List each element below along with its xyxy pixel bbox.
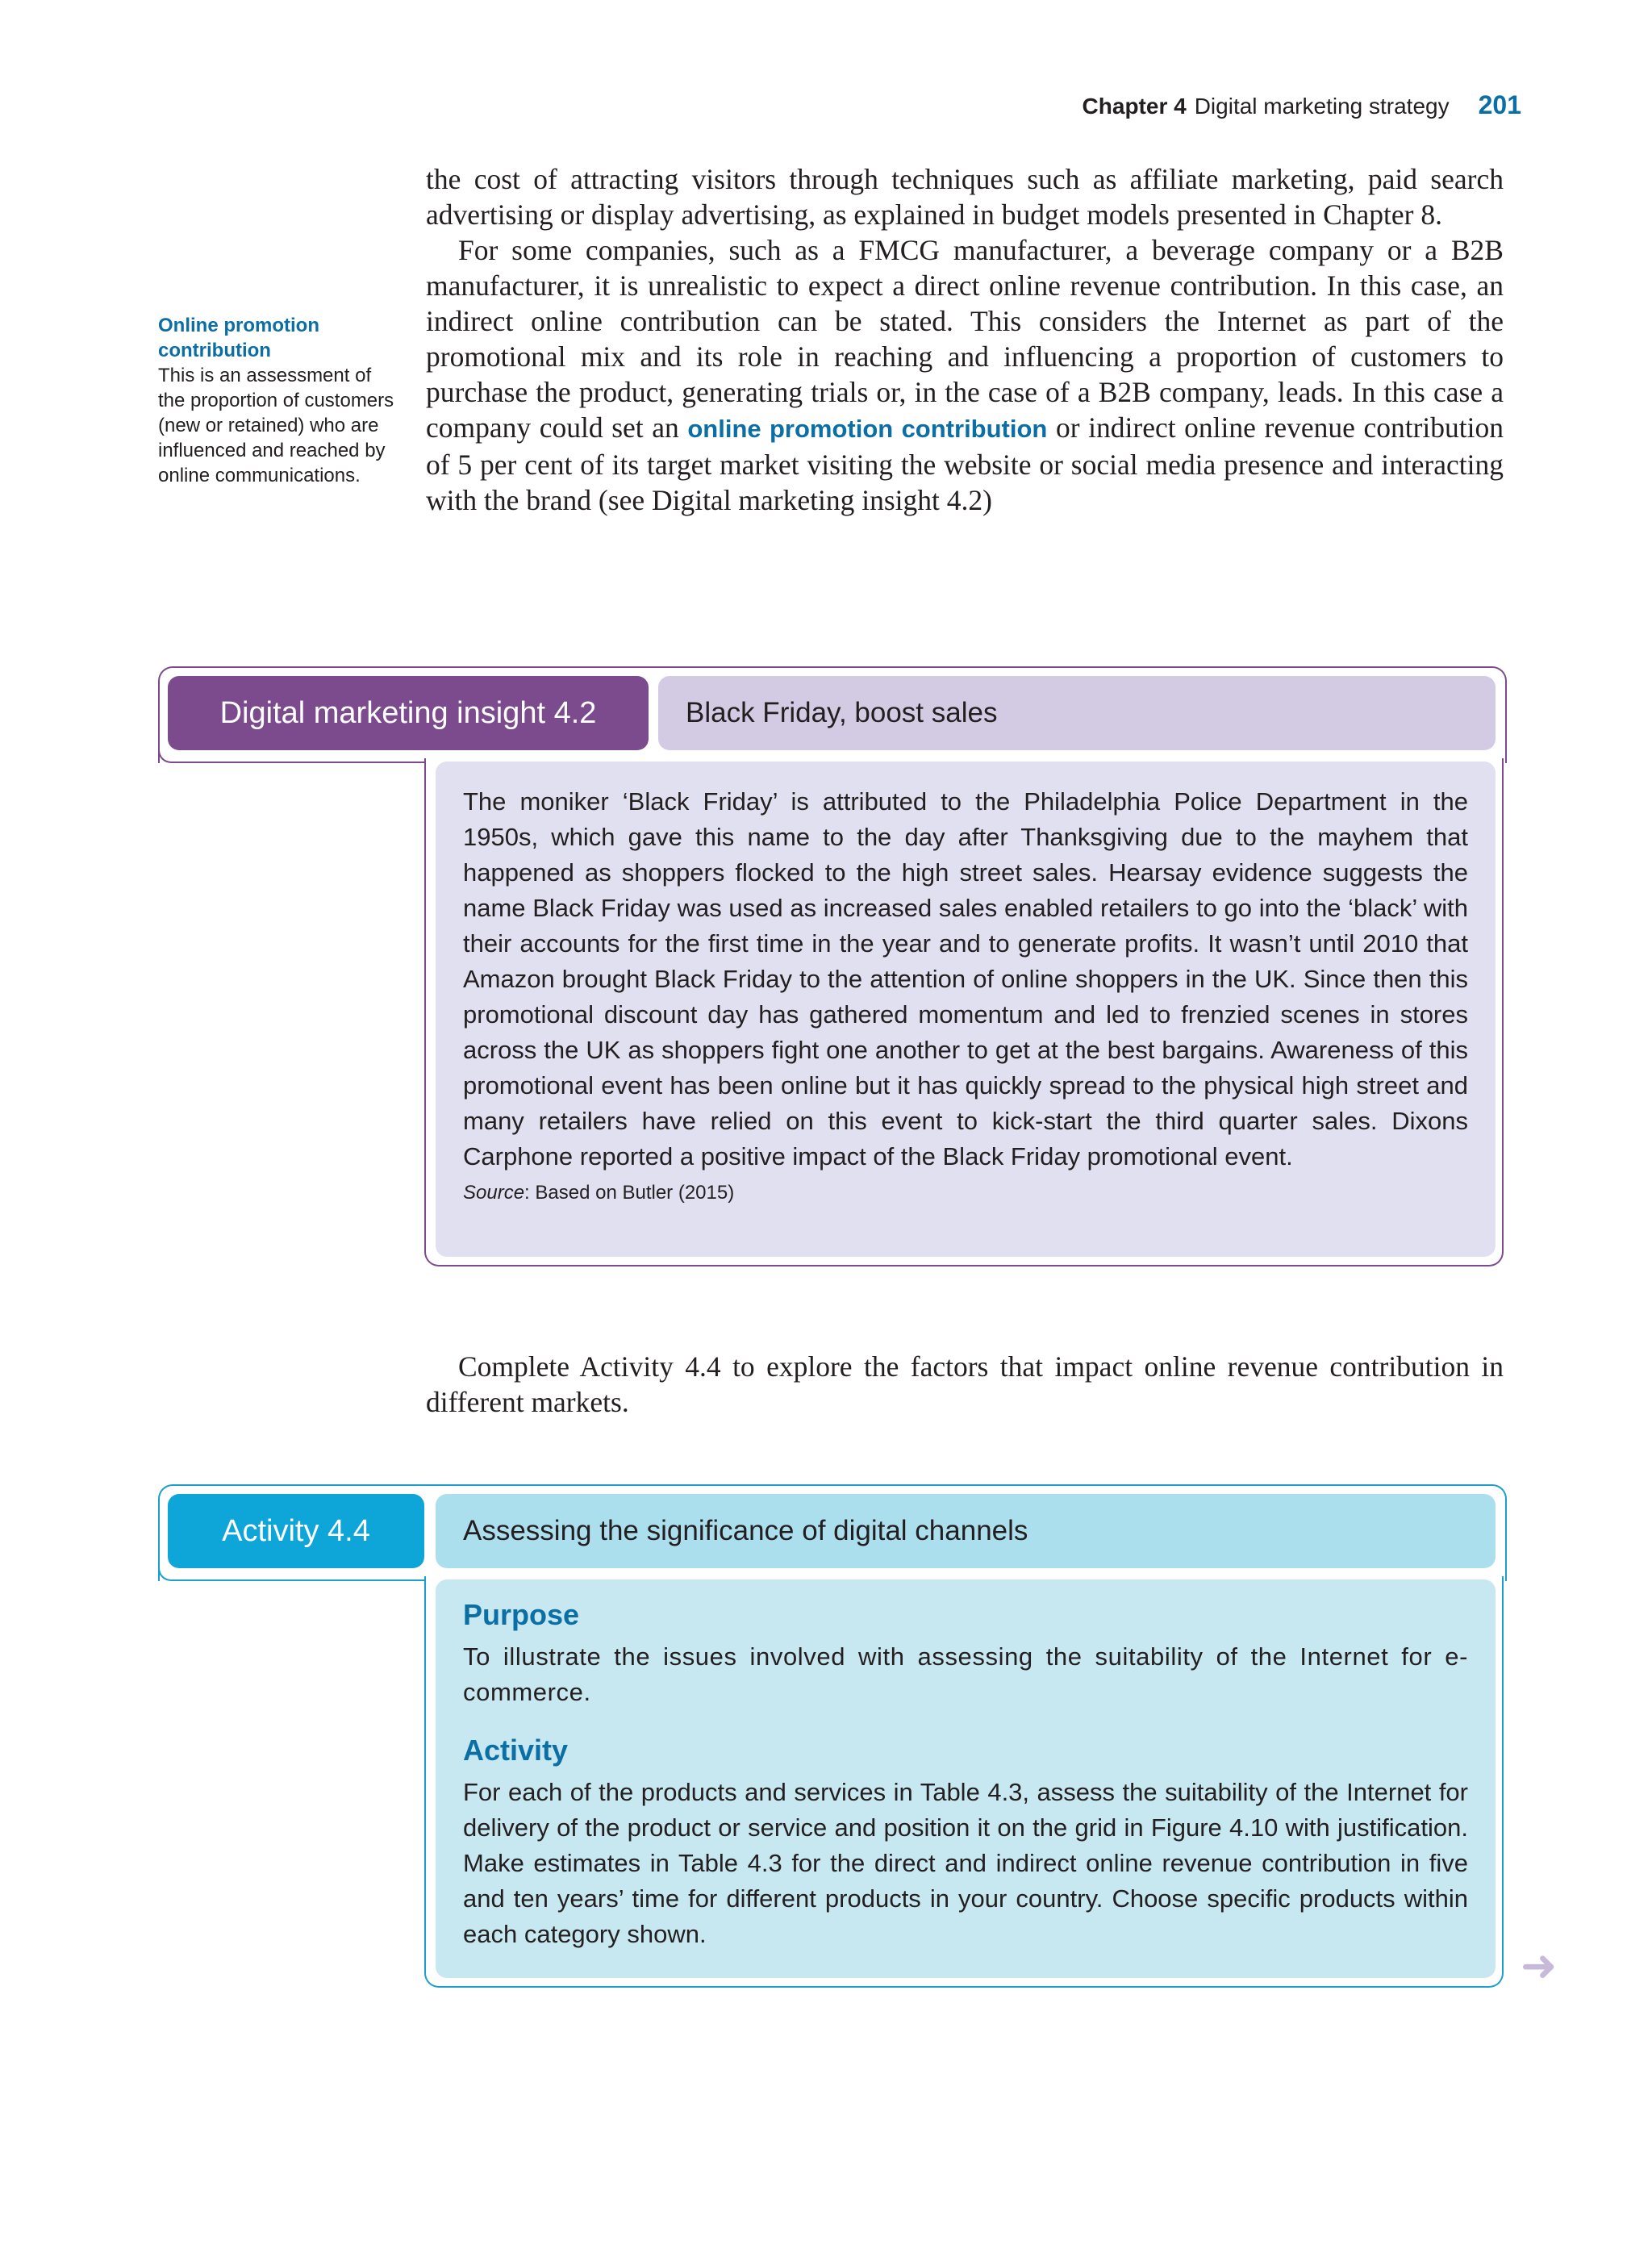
activity-label: Activity 4.4 — [168, 1494, 424, 1568]
key-term: online promotion contribution — [687, 415, 1048, 443]
insight-frame-corner — [158, 750, 426, 763]
intro-text — [426, 161, 1504, 518]
margin-note — [158, 313, 400, 488]
source-text: : Based on Butler (2015) — [524, 1182, 735, 1204]
purpose-heading: Purpose — [463, 1598, 580, 1631]
intro-paragraph-2-end: or indirect online revenue contribution of 5 per cent of its target market visiting the website or social media presence and interacting with the brand (see Digital marketing insight 4.2) — [426, 411, 1504, 516]
insight-body: The moniker ‘Black Friday’ is attributed to the Philadelphia Police Department in the 1950s, which gave this name to the day after Thanksgiving due to the mayhem that happened as shoppers flocked to the high street sales. Hearsay evidence suggests the name Black Friday was used as increased sales enabled retailers to go into the ‘black’ with their accounts for the first time in the year and to generate profits. It wasn’t until 2010 that Amazon brought Black Friday to the attention of online shoppers in the UK. Since then this promotional discount day has gathered momentum and led to frenzied scenes in stores across the UK as shoppers fight one another to get at the best bargains. Awareness of this promotional event has been online but it has quickly spread to the physical high street and many retailers have relied on this event to kick-start the third quarter sales. Dixons Carphone reported a positive impact of the Black Friday promotional event. — [463, 787, 1468, 1170]
page-number: 201 — [1478, 90, 1521, 119]
intro-paragraph-2 — [426, 232, 1504, 518]
insight-source — [463, 1179, 1468, 1207]
chapter-label: Chapter 4 — [1082, 94, 1187, 119]
chapter-title: Digital marketing strategy — [1194, 94, 1450, 119]
purpose-text: To illustrate the issues involved with assessing the suitability of the Internet for e-commerce. — [463, 1642, 1468, 1706]
activity-heading: Activity — [463, 1734, 569, 1767]
insight-label: Digital marketing insight 4.2 — [168, 676, 649, 750]
margin-note-term: Online promotion contribution — [158, 315, 319, 361]
insight-panel — [436, 762, 1496, 1257]
activity-title: Assessing the significance of digital channels — [436, 1494, 1496, 1568]
activity-text: For each of the products and services in Table 4.3, assess the suitability of the Internet for delivery of the product or service and position it on the grid in Figure 4.10 with justification. Make estimates in Table 4.3 for the direct and indirect online revenue contribution in five and ten years’ time for different products in your country. Choose specific products within each category shown. — [463, 1778, 1468, 1948]
activity-frame-corner — [158, 1568, 426, 1581]
transition-text — [426, 1349, 1504, 1420]
right-arrow-icon[interactable]: ➜ — [1521, 1940, 1558, 1991]
intro-paragraph-2-start: For some companies, such as a FMCG manufacturer, a beverage company or a B2B manufacturer, it is unrealistic to expect a direct online revenue contribution. In this case, an indirect online contribution can be stated. This considers the Internet as part of the promotional mix and its role in reaching and influencing a proportion of customers to purchase the product, generating trials or, in the case of a B2B company, leads. In this case a company could set an — [426, 234, 1504, 444]
activity-panel — [436, 1579, 1496, 1978]
transition-paragraph: Complete Activity 4.4 to explore the factors that impact online revenue contribution in different markets. — [426, 1350, 1504, 1418]
intro-paragraph-1: the cost of attracting visitors through techniques such as affiliate marketing, paid search advertising or display advertising, as explained in budget models presented in Chapter 8. — [426, 163, 1504, 231]
running-head — [1083, 90, 1521, 120]
source-label: Source — [463, 1182, 525, 1204]
margin-note-definition: This is an assessment of the proportion of customers (new or retained) who are influenced and reached by online communications. — [158, 365, 394, 486]
insight-title: Black Friday, boost sales — [658, 676, 1496, 750]
